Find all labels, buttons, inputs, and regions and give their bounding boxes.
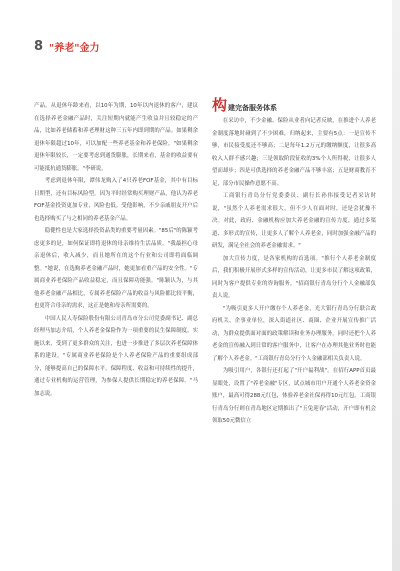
body-paragraph: 考虑到退休年限，谭伟龙购入了4只养老FOF基金，其中有目标日期型，还有目标风险型。因为平时经常购买理财产品，他认为养老FOF基金投资更加专业，风险也低。受他影响，不少亲戚朋友开户后也选择购买了与之相同的养老基金产品。 xyxy=(34,178,198,222)
right-column xyxy=(212,94,376,428)
page-edge-strip xyxy=(392,0,400,571)
section-heading-text: 建完备服务体系 xyxy=(228,104,278,112)
body-paragraph: 为吸引用户，各银行还打起了"开户福利战"。在招行APP首页最显眼处，设置了"养老金融"专区，试点城市用户开通个人养老金资金账户，最高可得288元红包，体验养老金社保再得10元红包。工商银行青岛分行则在青岛地区定期推出了"玉兔迎春"活动，开户即有机会领取50元微信立 xyxy=(212,368,376,424)
page-number: 8 xyxy=(34,38,44,54)
body-paragraph: 稳健性也是大家选择投资品类的重要考量因素。"85后"的陈颖考虑更多的是，如何保证即将退休的母亲维持生活品质。"我最担心母亲退休后，收入减少，而且她所在的这个行业和公司即将面临调整。"她说，在选购养老金融产品时，她更加看重产品的安全性。"专属商业养老保险产品收益稳定，而且保障功能强。"陈颖认为，与其他养老金融产品相比，专属养老保险产品的收益与风险都比较平衡，也更符合母亲的需求，这正是她和母亲所需要的。 xyxy=(34,228,198,309)
body-paragraph: 中国人民人寿保险股份有限公司青岛市分公司党委副书记、副总经理马加志介绍，个人养老金保险作为一项重要的民生保障制度，实施以来，受到了更多群众的关注，也进一步推进了多层次养老保障体系的建设。"专属商业养老保险是个人养老保险产品的重要组成部分，能够提高自己的保障水平，保障程度、收益和可持续性的提升，通过专业机构的运营管理，为参保人提供长期稳定的养老保障。"马加志说。 xyxy=(34,315,198,397)
section-heading xyxy=(212,94,376,113)
body-paragraph: 工商银行青岛分行党委委员、副行长孙伟接受记者采访时说，"虽然个人养老需求很大，但不少人在面对时，还是会犹豫不决。对此，政府、金融机构应加大养老金融的宣传力度，通过多渠道、多形式的宣传，让更多人了解个人养老金，同时加强金融产品的研发，满足全社会的养老金融需求。" xyxy=(212,193,376,249)
body-paragraph: 产品。从退休年龄来看，以10年为期，10年以内退休的客户，建议在选择养老金融产品时，关注短期内就能产生收益并且较稳定的产品，比如养老储蓄和养老理财这种三五年内即到期的产品。如果剩余退休年限超过10年，可以加配一些养老基金和养老保险。"如果剩余退休年限较长，一定要考虑到通货膨胀，长期来看，基金的收益要有可能抵抗通货膨胀。"李研说。 xyxy=(34,103,198,172)
body-paragraph: 加大宣传力度，是各家机构的首选项。"推行个人养老金制度后，我们积极开展形式多样的宣传活动，让更多市民了解这项政策，同时为客户提供专业的咨询服务。"招商银行青岛分行个人金融部负责人说。 xyxy=(212,255,376,299)
body-paragraph: 在采访中，不少金融、保险从业者向记者反映，在推进个人养老金制度落地时碰到了不少困难，归纳起来，主要有5点：一是宣传不够，市民接受度还不够高；二是每年1.2万元的缴纳额度，让很多高收入人群不感兴趣；三是领取阶段征收的3%个人所得税，让很多人望而却步；四是可供选择的养老金融产品不够丰富；五是财商教育不足，部分市民操作意愿不高。 xyxy=(212,118,376,187)
page-header xyxy=(34,38,99,54)
body-paragraph: "为吸引更多人开户缴存个人养老金，光大银行青岛分行联合政府机关、企事业单位，深入街道社区、商圈、企业开展宣传推广活动，为群众提供面对面的政策解读和业务办理服务。同时还把个人养老金的宣传融入到日常的客户服务中，让客户在办理其他业务时也能了解个人养老金。"工商银行青岛分行个人金融部相关负责人说。 xyxy=(212,305,376,362)
left-column xyxy=(34,100,198,400)
column-title: "养老"金力 xyxy=(49,42,100,54)
section-heading-initial: 构 xyxy=(212,96,228,114)
